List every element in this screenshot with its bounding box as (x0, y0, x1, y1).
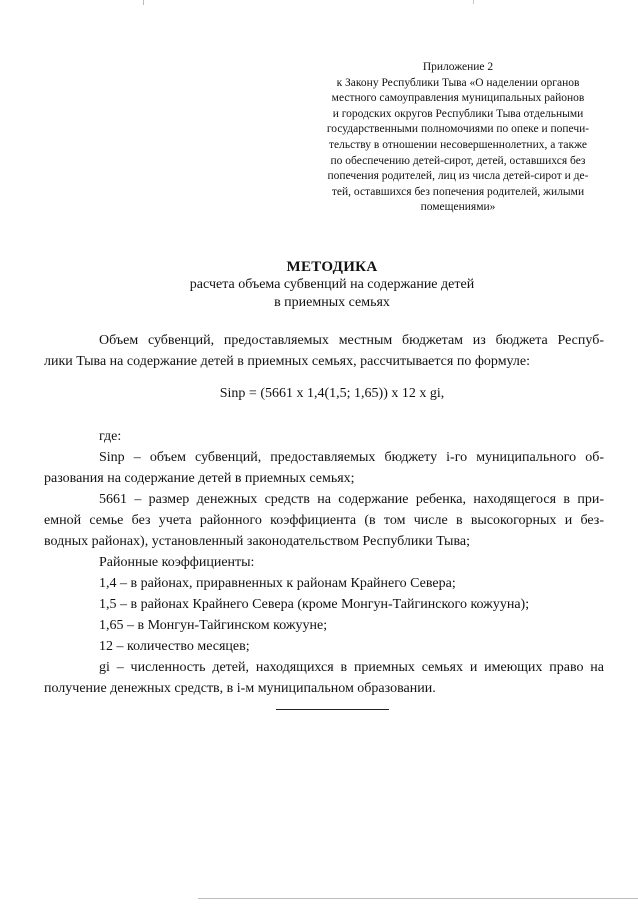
definition-sinp: разования на содержание детей в приемных семьях; (44, 471, 355, 486)
coefficient-item: 1,4 – в районах, приравненных к районам Крайнего Севера; (99, 576, 456, 591)
definition-5661: водных районах), установленный законодательством Республики Тыва; (44, 534, 470, 549)
definition-gi: получение денежных средств, в i-м муниципальном образовании. (44, 681, 436, 696)
appendix-line: помещениями» (420, 201, 496, 214)
intro-line: лики Тыва на содержание детей в приемных семьях, рассчитывается по формуле: (44, 354, 531, 369)
formula: Sinp = (5661 x 1,4(1,5; 1,65)) x 12 x gi, (219, 386, 445, 401)
title-subtitle: расчета объема субвенций на содержание детей (189, 277, 475, 292)
scan-artifact-tick (143, 0, 144, 5)
definition-sinp: Sinp – объем субвенций, предоставляемых бюджету i-го муниципального об- (99, 450, 604, 465)
definition-gi: gi – численность детей, находящихся в приемных семьях и имеющих право на (99, 660, 604, 675)
closing-rule (276, 709, 389, 710)
appendix-line: государственными полномочиями по опеке и попечи- (326, 123, 590, 136)
title-subtitle: в приемных семьях (274, 295, 390, 310)
appendix-line: к Закону Республики Тыва «О наделении органов (336, 76, 580, 89)
appendix-line: попечения родителей, лиц из числа детей-сирот и де- (327, 170, 589, 183)
appendix-line: тей, оставшихся без попечения родителей, жилыми (331, 185, 585, 198)
months-item: 12 – количество месяцев; (99, 639, 250, 654)
appendix-header (300, 60, 616, 216)
definitions-section (44, 426, 604, 699)
coefficient-item: 1,65 – в Монгун-Тайгинском кожууне; (99, 618, 328, 633)
title-main: МЕТОДИКА (286, 259, 378, 275)
document-title (0, 258, 638, 312)
appendix-line: тельству в отношении несовершеннолетних, а также (329, 138, 587, 151)
definition-5661: емной семье без учета районного коэффициента (в том числе в высокогорных и без- (44, 513, 604, 528)
appendix-line: Приложение 2 (422, 61, 494, 73)
where-label: где: (99, 429, 122, 444)
appendix-line: местного самоуправления муниципальных районов (331, 92, 585, 105)
appendix-line: по обеспечению детей-сирот, детей, оставшихся без (330, 154, 586, 167)
intro-paragraph (44, 330, 604, 372)
coefficient-item: 1,5 – в районах Крайнего Севера (кроме Монгун-Тайгинского кожууна); (99, 597, 530, 612)
appendix-line: и городских округов Республики Тыва отдельными (332, 107, 584, 120)
scan-artifact-line (198, 898, 638, 899)
coefficients-header: Районные коэффициенты: (99, 555, 255, 570)
intro-line: Объем субвенций, предоставляемых местным бюджетам из бюджета Респуб- (99, 333, 604, 348)
scan-artifact-tick (473, 0, 474, 4)
definition-5661: 5661 – размер денежных средств на содержание ребенка, находящегося в при- (99, 492, 604, 507)
